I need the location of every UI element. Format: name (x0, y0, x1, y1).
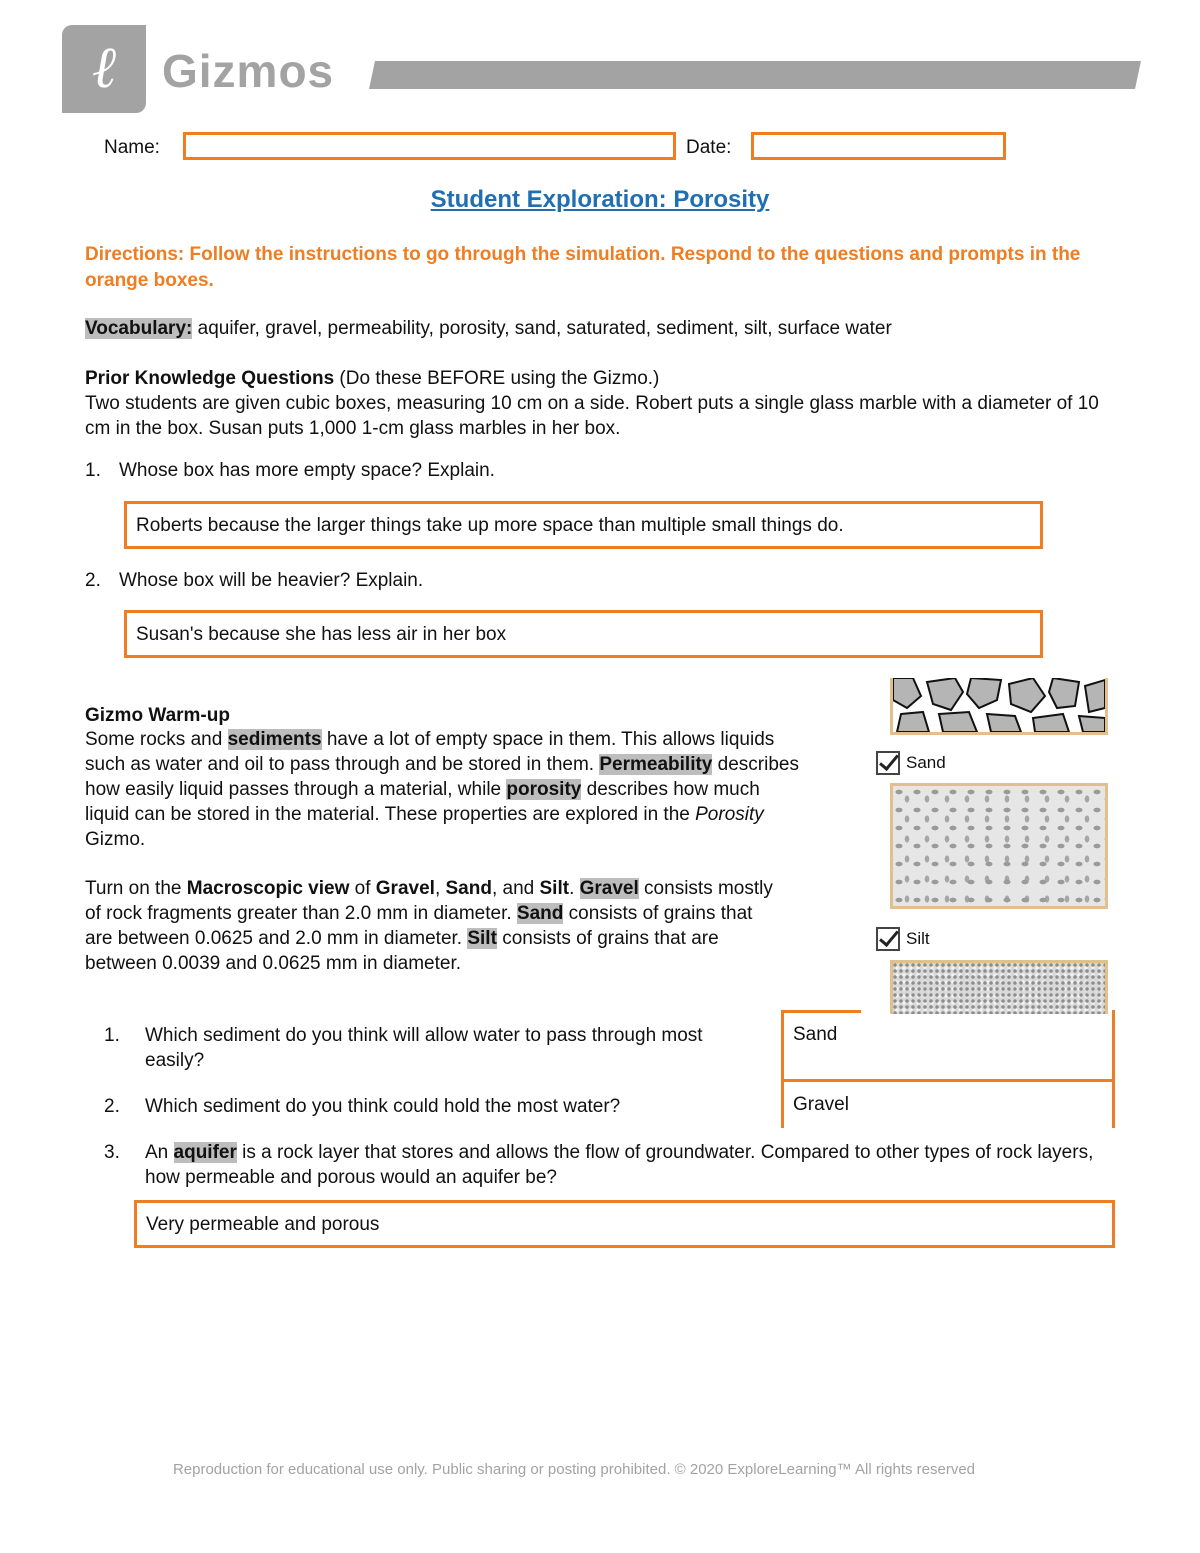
vocabulary (85, 316, 1125, 341)
warmup-q3-answer-box[interactable] (134, 1200, 1115, 1248)
sand-checkbox-label: Sand (906, 753, 946, 772)
prior-q1-text: Whose box has more empty space? Explain. (119, 460, 495, 481)
name-field[interactable] (183, 132, 676, 160)
directions: Directions: Follow the instructions to go through the simulation. Respond to the questions and prompts in the orange boxes. (85, 244, 1081, 291)
prior-intro: Two students are given cubic boxes, measuring 10 cm on a side. Robert puts a single glass marble with a diameter of 10 cm in the box. Susan puts 1,000 1-cm glass marbles in her box. (85, 393, 1099, 439)
warmup-q1-answer-box[interactable] (781, 1010, 1115, 1082)
term-sediments: sediments (227, 729, 322, 750)
warmup-q3-answer: Very permeable and porous (146, 1214, 380, 1235)
warmup-paragraph-2: Turn on the Macroscopic view of Gravel, Sand, and Silt. Gravel consists mostly of rock fragments greater than 2.0 mm in diameter. Sand consists of grains that are between 0.0625 and 2.0 mm in diameter. Silt consists of grains that are between 0.0039 and 0.0625 mm in diameter. (85, 878, 773, 974)
term-aquifer: aquifer (173, 1142, 237, 1163)
prior-q1-answer: Roberts because the larger things take up more space than multiple small things do. (136, 515, 844, 536)
warmup-q3-text: An aquifer is a rock layer that stores and allows the flow of groundwater. Compared to other types of rock layers, how permeable and porous would an aquifer be? (145, 1142, 1094, 1188)
divider (781, 1010, 861, 1013)
checkmark-icon (876, 927, 900, 951)
warmup-q1-answer: Sand (793, 1024, 838, 1045)
term-porosity: porosity (506, 779, 582, 800)
sand-macroscopic-image (890, 783, 1108, 909)
prior-heading (85, 366, 1125, 391)
gizmo-name: Porosity (695, 804, 764, 825)
silt-checkbox[interactable] (876, 927, 930, 951)
warmup-q1-number: 1. (104, 1025, 120, 1046)
silt-macroscopic-image (890, 960, 1108, 1014)
date-field[interactable] (751, 132, 1006, 160)
term-permeability: Permeability (599, 754, 713, 775)
prior-q2-text: Whose box will be heavier? Explain. (119, 570, 424, 591)
term-gravel: Gravel (579, 878, 639, 899)
warmup-heading: Gizmo Warm-up (85, 705, 230, 726)
warmup-paragraph-1: Some rocks and sediments have a lot of empty space in them. This allows liquids such as water and oil to pass through and be stored in them. Permeability describes how easily liquid passes through a material, while porosity describes how much liquid can be stored in the material. These properties are explored in the Porosity Gizmo. (85, 729, 799, 850)
warmup-q2-text: Which sediment do you think could hold the most water? (145, 1096, 621, 1117)
warmup-q2-answer-box[interactable] (781, 1082, 1115, 1128)
header-bar (369, 61, 1141, 89)
sand-checkbox[interactable] (876, 751, 946, 775)
silt-checkbox-label: Silt (906, 929, 930, 948)
prior-q2-number: 2. (85, 570, 101, 591)
warmup-q2-answer: Gravel (793, 1094, 849, 1115)
brand-name: Gizmos (162, 45, 335, 97)
prior-q1-number: 1. (85, 460, 101, 481)
prior-heading-title: Prior Knowledge Questions (85, 368, 335, 389)
gravel-texture (893, 678, 1105, 732)
date-label: Date: (686, 137, 732, 158)
prior-q2-answer: Susan's because she has less air in her box (136, 624, 507, 645)
gravel-macroscopic-image (890, 678, 1108, 735)
warmup-q3-number: 3. (104, 1142, 120, 1163)
term-sand: Sand (516, 903, 564, 924)
footer: Reproduction for educational use only. Public sharing or posting prohibited. © 2020 ExploreLearning™ All rights reserved (172, 1461, 976, 1478)
term-silt: Silt (467, 928, 497, 949)
logo-icon: ℓ (91, 33, 117, 101)
warmup-q1-text: Which sediment do you think will allow water to pass through most easily? (145, 1025, 703, 1071)
name-label: Name: (104, 137, 160, 158)
checkmark-icon (876, 751, 900, 775)
prior-heading-note: (Do these BEFORE using the Gizmo.) (334, 368, 660, 389)
logo-block (62, 25, 146, 113)
page-title: Student Exploration: Porosity (430, 186, 770, 213)
vocabulary-label: Vocabulary: (85, 318, 193, 339)
prior-q2-answer-box[interactable] (124, 610, 1043, 658)
prior-q1-answer-box[interactable] (124, 501, 1043, 549)
vocabulary-terms: aquifer, gravel, permeability, porosity, sand, saturated, sediment, silt, surface water (192, 318, 892, 339)
warmup-q2-number: 2. (104, 1096, 120, 1117)
